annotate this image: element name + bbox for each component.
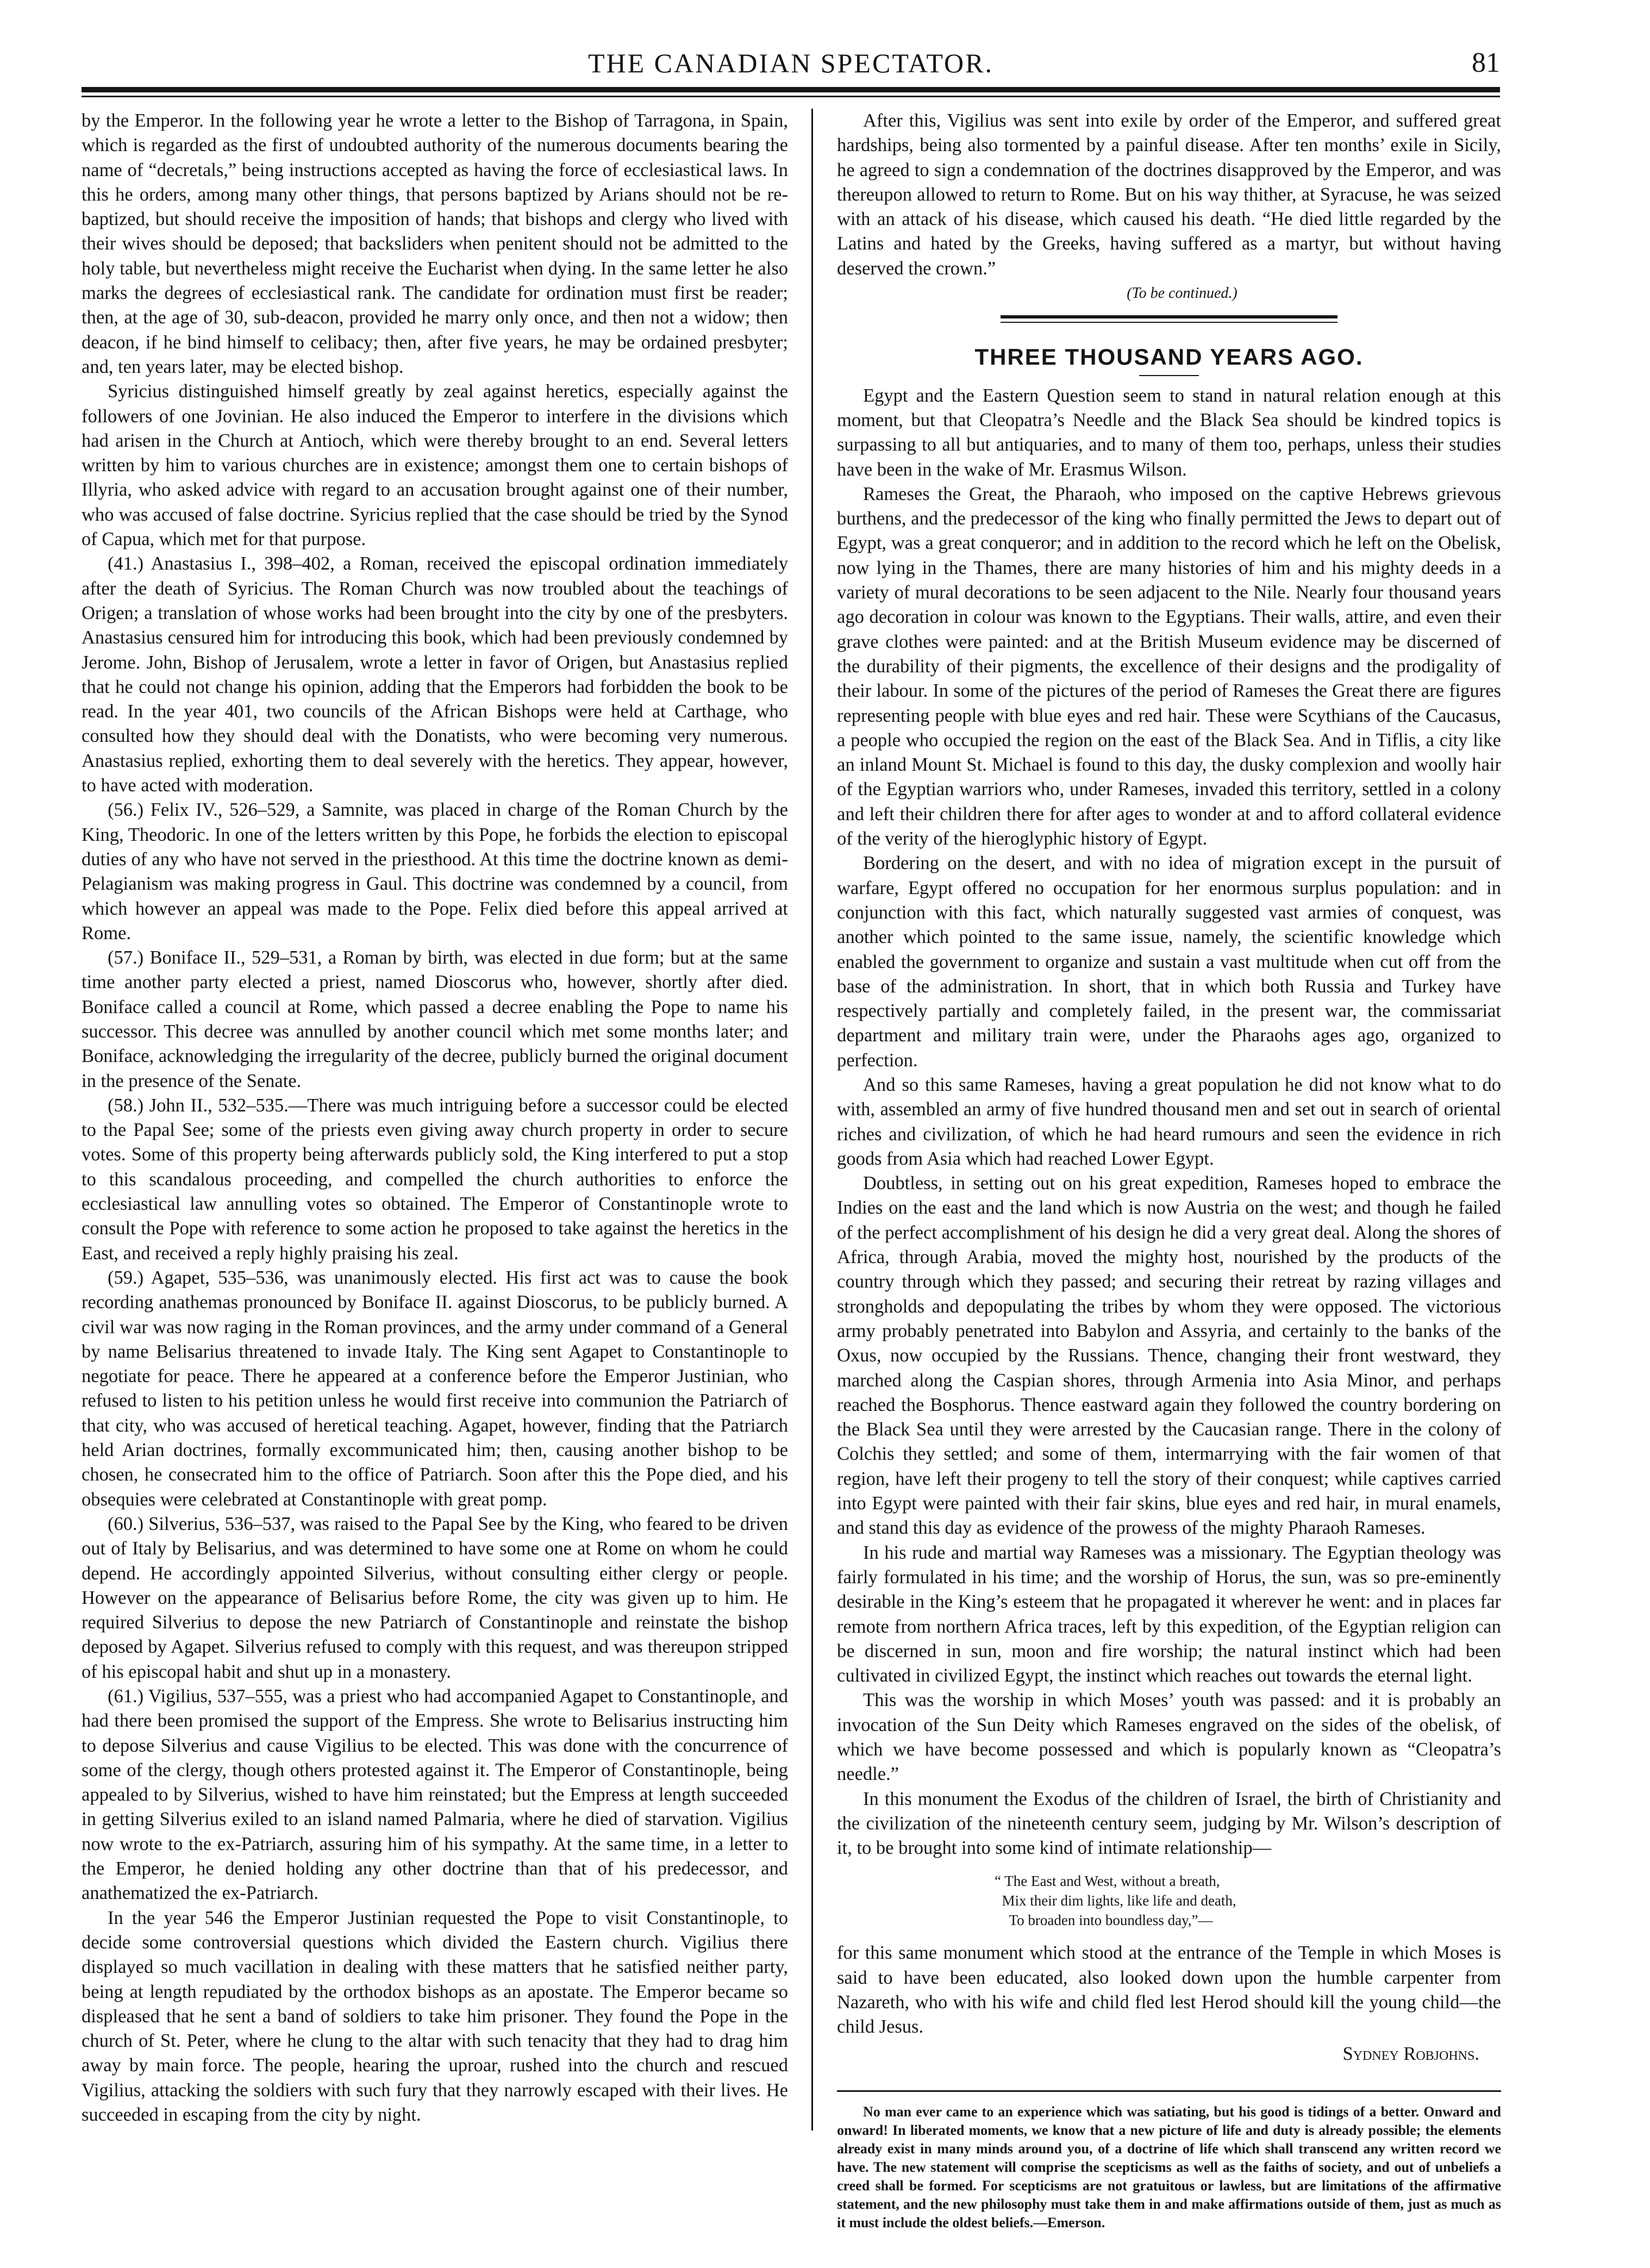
paragraph: And so this same Rameses, having a great population he did not know what to do with, assembled an army of five hundred thousand men and set out in search of oriental riches and civilization, of which he had heard rumours and seen the evidence in rich goods from Asia which had reached Lower Egypt.	[837, 1074, 1501, 1169]
verse-quote	[995, 1871, 1501, 1930]
emerson-quote: No man ever came to an experience which was satiating, but his good is tidings of a better. Onward and onward! In liberated moments, we know that a new picture of life and duty is already possible; the elements already exist in many minds around you, of a doctrine of life which shall transcend any written record we have. The new statement will comprise the scepticisms as well as the faiths of society, and out of unbeliefs a creed shall be formed. For scepticisms are not gratuitous or lawless, but are limitations of the affirmative statement, and the new philosophy must take them in and make affirmations outside of them, just as much as it must include the oldest beliefs.—Emerson.	[837, 2103, 1501, 2230]
paragraph: Doubtless, in setting out on his great expedition, Rameses hoped to embrace the Indies on the east and the land which is now Austria on the west; and though he failed of the perfect accomplishment of his design he did a very great deal. Along the shores of Africa, through Arabia, moved the mighty host, nourished by the products of the country through which they passed; and securing their retreat by razing villages and strongholds and depopulating the tribes by whom they were opposed. The victorious army probably penetrated into Babylon and Assyria, and certainly to the banks of the Oxus, now occupied by the Russians. Thence, changing their front westward, they marched along the Caspian shores, through Armenia into Asia Minor, and perhaps reached the Bosphorus. Thence eastward again they followed the country bordering on the Black Sea until they were arrested by the Caucasian range. There in the colony of Colchis they settled; and some of them, intermarrying with the fair women of that region, have left their progeny to tell the story of their conquest; while captives carried into Egypt were painted with their fair skins, blue eyes and red hair, in mural enamels, and stand this day as evidence of the prowess of the mighty Pharaoh Rameses.	[837, 1173, 1501, 1539]
verse-line: “ The East and West, without a breath,	[995, 1873, 1220, 1890]
verse-line: To broaden into boundless day,”—	[995, 1912, 1213, 1929]
quote-separator	[837, 2090, 1501, 2092]
paragraph: In his rude and martial way Rameses was a missionary. The Egyptian theology was fairly formulated in his time; and the worship of Horus, the sun, was so pre-eminently desirable in the King’s esteem that he propagated it wherever he went: and in places far remote from northern Africa traces, left by this expedition, of the Egyptian religion can be discerned in sun, moon and fire worship; the natural instinct which had been cultivated in civilized Egypt, the instinct which reaches out towards the eternal light.	[837, 1542, 1501, 1686]
paragraph: Egypt and the Eastern Question seem to stand in natural relation enough at this moment, but that Cleopatra’s Needle and the Black Sea should be kindred topics is surpassing to all but antiquaries, and to many of them too, perhaps, unless their studies have been in the wake of Mr. Erasmus Wilson.	[837, 385, 1501, 480]
paragraph: (41.) Anastasius I., 398–402, a Roman, received the episcopal ordination immediately after the death of Syricius. The Roman Church was now troubled about the teachings of Origen; a translation of whose works had been brought into the city by one of the presbyters. Anastasius censured him for introducing this book, which had been previously condemned by Jerome. John, Bishop of Jerusalem, wrote a letter in favor of Origen, but Anastasius replied that he could not change his opinion, adding that the Emperors had forbidden the book to be read. In the year 401, two councils of the African Bishops were held at Carthage, who consulted how they should deal with the Donatists, who were becoming very numerous. Anastasius replied, exhorting them to deal severely with the heretics. They appear, however, to have acted with moderation.	[82, 553, 788, 796]
left-column	[82, 109, 788, 2127]
paragraph: by the Emperor. In the following year he wrote a letter to the Bishop of Tarragona, in Spain, which is regarded as the first of undoubted authority of the numerous documents bearing the name of “decretals,” being instructions accepted as having the force of ecclesiastical laws. In this he orders, among many other things, that persons baptized by Arians should not be re-baptized, but should receive the imposition of hands; that bishops and clergy who lived with their wives should be deposed; that backsliders when penitent should not be admitted to the holy table, but nevertheless might receive the Eucharist when dying. In the same letter he also marks the degrees of ecclesiastical rank. The candidate for ordination must first be reader; then, at the age of 30, sub-deacon, provided he marry only once, and then not a widow; then deacon, if he bind himself to celibacy; then, after five years, he may be ordained presbyter; and, ten years later, may be elected bishop.	[82, 110, 788, 377]
right-column	[837, 109, 1501, 2232]
paragraph: (60.) Silverius, 536–537, was raised to the Papal See by the King, who feared to be driven out of Italy by Belisarius, and was determined to have some one at Rome on whom he could depend. He accordingly appointed Silverius, without consulting either clergy or people. However on the appearance of Belisarius before Rome, the city was given up to him. He required Silverius to depose the new Patriarch of Constantinople and reinstate the bishop deposed by Agapet. Silverius refused to comply with this request, and was thereupon stripped of his episcopal habit and shut up in a monastery.	[82, 1513, 788, 1682]
paragraph: (57.) Boniface II., 529–531, a Roman by birth, was elected in due form; but at the same time another party elected a priest, named Dioscorus who, however, shortly after died. Boniface called a council at Rome, which passed a decree enabling the Pope to name his successor. This decree was annulled by another council which met some months later; and Boniface, acknowledging the irregularity of the decree, publicly burned the original document in the presence of the Senate.	[82, 947, 788, 1091]
closing-paragraph: for this same monument which stood at the entrance of the Temple in which Moses is said to have been educated, also looked down upon the humble carpenter from Nazareth, who with his wife and child fled lest Herod should kill the young child—the child Jesus.	[837, 1942, 1501, 2038]
paragraph: (56.) Felix IV., 526–529, a Samnite, was placed in charge of the Roman Church by the King, Theodoric. In one of the letters written by this Pope, he forbids the election to episcopal duties of any who have not served in the priesthood. At this time the doctrine known as demi-Pelagianism was making progress in Gaul. This doctrine was condemned by a council, from which however an appeal was made to the Pope. Felix died before this appeal arrived at Rome.	[82, 799, 788, 944]
page-header	[82, 46, 1500, 84]
section-separator	[1001, 315, 1338, 323]
paragraph: This was the worship in which Moses’ youth was passed: and it is probably an invocation of the Sun Deity which Rameses engraved on the sides of the obelisk, of which we have become possessed and which is popularly known as “Cleopatra’s needle.”	[837, 1690, 1501, 1785]
author-signature: Sydney Robjohns.	[1342, 2043, 1479, 2064]
paragraph: Rameses the Great, the Pharaoh, who imposed on the captive Hebrews grievous burthens, and the predecessor of the king who finally permitted the Jews to depart out of Egypt, was a great conqueror; and in addition to the record which he left on the Obelisk, now lying in the Thames, there are many histories of him and his mighty deeds in a variety of mural decorations to be seen adjacent to the Nile. Nearly four thousand years ago decoration in colour was known to the Egyptians. Their walls, attire, and even their grave clothes were painted: and at the British Museum evidence may be discerned of the durability of their pigments, the excellence of their designs and the prodigality of their labour. In some of the pictures of the period of Rameses the Great there are figures representing people with blue eyes and red hair. These were Scythians of the Caucasus, a people who occupied the region on the east of the Black Sea. And in Tiflis, a city like an inland Mount St. Michael is found to this day, the dusky complexion and woolly hair of the Egyptian warriors who, under Rameses, invaded this territory, settled in a colony and left their children there for after ages to wonder at and to afford collateral evidence of the verity of the hieroglyphic history of Egypt.	[837, 483, 1501, 849]
paragraph: (61.) Vigilius, 537–555, was a priest who had accompanied Agapet to Constantinople, and had there been promised the support of the Empress. She wrote to Belisarius instructing him to depose Silverius and cause Vigilius to be elected. This was done with the concurrence of some of the clergy, though others protested against it. The Emperor of Constantinople, being appealed to by Silverius, wished to have him reinstated; but the Empress at length succeeded in getting Silverius exiled to an island named Palmaria, where he died of starvation. Vigilius now wrote to the ex-Patriarch, assuring him of his sympathy. At the same time, in a letter to the Emperor, he denied holding any other doctrine than that of his predecessor, and anathematized the ex-Patriarch.	[82, 1686, 788, 1904]
to-be-continued: (To be continued.)	[1127, 285, 1238, 302]
paragraph: Bordering on the desert, and with no idea of migration except in the pursuit of warfare, Egypt offered no occupation for her enormous surplus population: and in conjunction with this fact, which naturally suggested vast armies of conquest, was another which pointed to the same issue, namely, the scientific knowledge which enabled the government to organize and sustain a vast multitude when cut off from the base of the administration. In short, that in which both Russia and Turkey have respectively partially and completely failed, in the present war, the commissariat department and military train were, under the Pharaohs ages ago, organized to perfection.	[837, 853, 1501, 1071]
masthead: THE CANADIAN SPECTATOR.	[588, 48, 994, 78]
continuation-paragraph: After this, Vigilius was sent into exile by order of the Emperor, and suffered great hardships, being also tormented by a painful disease. After ten months’ exile in Sicily, he agreed to sign a condemnation of the doctrines disapproved by the Emperor, and was thereupon allowed to return to Rome. But on his way thither, at Syracuse, he was seized with an attack of his disease, which caused his death. “He died little regarded by the Latins and hated by the Greeks, having suffered as a martyr, but without having deserved the crown.”	[837, 110, 1501, 279]
verse-line: Mix their dim lights, like life and death,	[995, 1892, 1236, 1909]
column-divider	[811, 109, 813, 2130]
article-title: THREE THOUSAND YEARS AGO.	[974, 344, 1364, 370]
header-rule	[82, 87, 1500, 92]
paragraph: In this monument the Exodus of the children of Israel, the birth of Christianity and the civilization of the nineteenth century seem, judging by Mr. Wilson’s description of it, to be brought into some kind of intimate relationship—	[837, 1788, 1501, 1859]
paragraph: Syricius distinguished himself greatly by zeal against heretics, especially against the followers of one Jovinian. He also induced the Emperor to interfere in the divisions which had arisen in the Church at Antioch, which were thereby brought to an end. Several letters written by him to various churches are in existence; amongst them one to certain bishops of Illyria, who asked advice with regard to an accusation brought against one of their number, who was accused of false doctrine. Syricius replied that the case should be tried by the Synod of Capua, which met for that purpose.	[82, 381, 788, 550]
title-rule	[1139, 375, 1199, 376]
paragraph: In the year 546 the Emperor Justinian requested the Pope to visit Constantinople, to decide some controversial questions which divided the Eastern church. Vigilius there displayed so much vacillation in dealing with these matters that he satisfied neither party, being at length repudiated by the orthodox bishops as an apostate. The Emperor became so displeased that he sent a band of soldiers to take him prisoner. They found the Pope in the church of St. Peter, where he clung to the altar with such tenacity that they had to drag him away by main force. The people, hearing the uproar, rushed into the church and rescued Vigilius, attacking the soldiers with such fury that they narrowly escaped with their lives. He succeeded in escaping from the city by night.	[82, 1907, 788, 2126]
page-number: 81	[1472, 47, 1500, 78]
paragraph: (58.) John II., 532–535.—There was much intriguing before a successor could be elected to the Papal See; some of the priests even giving away church property in order to secure votes. Some of this property being afterwards publicly sold, the King interfered to put a stop to this scandalous proceeding, and compelled the church authorities to enforce the ecclesiastical law annulling votes so obtained. The Emperor of Constantinople wrote to consult the Pope with reference to some action he proposed to take against the heretics in the East, and received a reply highly praising his zeal.	[82, 1095, 788, 1264]
paragraph: (59.) Agapet, 535–536, was unanimously elected. His first act was to cause the book recording anathemas pronounced by Boniface II. against Dioscorus, to be publicly burned. A civil war was now raging in the Roman provinces, and the army under command of a General by name Belisarius threatened to invade Italy. The King sent Agapet to Constantinople to negotiate for peace. There he appeared at a conference before the Emperor Justinian, who refused to listen to his petition unless he would first receive into communion the Patriarch of that city, who was accused of heretical teaching. Agapet, however, finding that the Patriarch held Arian doctrines, formally excommunicated him; then, causing another bishop to be chosen, he consecrated him to the office of Patriarch. Soon after this the Pope died, and his obsequies were celebrated at Constantinople with great pomp.	[82, 1267, 788, 1510]
header-rule-thin	[82, 96, 1500, 97]
